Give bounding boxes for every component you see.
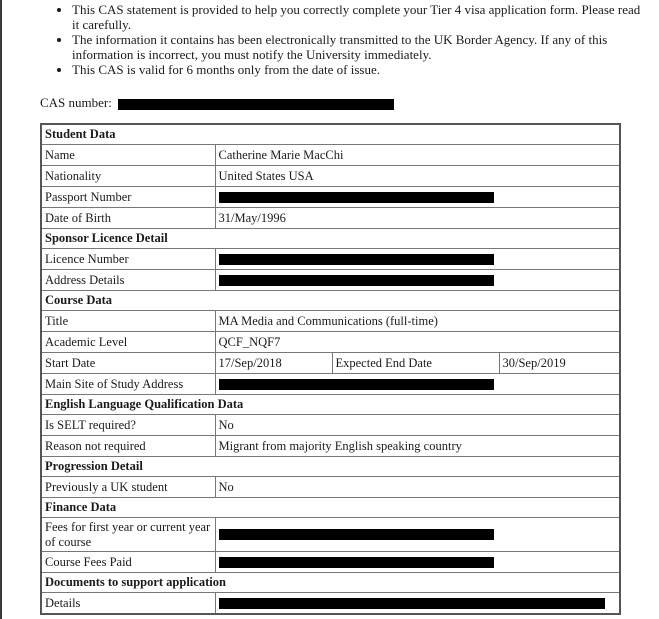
- redacted-field: [215, 187, 620, 208]
- section-finance: [41, 498, 620, 518]
- field-value: Migrant from majority English speaking country: [215, 436, 620, 457]
- field-label: Main Site of Study Address: [41, 374, 215, 395]
- cas-number-label: CAS number:: [40, 95, 112, 110]
- section-documents: [41, 573, 620, 593]
- redacted-field: [215, 518, 620, 552]
- table-row: [41, 518, 620, 552]
- section-heading: Sponsor Licence Detail: [41, 229, 620, 249]
- note-item: • The information it contains has been electronically transmitted to the UK Border Agency. If any of this information is incorrect, you must notify the University immediately.: [72, 32, 647, 62]
- redacted-field: [215, 552, 620, 573]
- section-heading: Finance Data: [41, 498, 620, 518]
- table-row: [41, 311, 620, 332]
- table-row: [41, 374, 620, 395]
- field-label: Name: [41, 145, 215, 166]
- field-label: Academic Level: [41, 332, 215, 353]
- field-label: Date of Birth: [41, 208, 215, 229]
- section-heading: Student Data: [41, 124, 620, 145]
- redacted-field: [215, 374, 620, 395]
- section-sponsor: [41, 229, 620, 249]
- note-item: • This CAS is valid for 6 months only from the date of issue.: [72, 62, 647, 77]
- section-english: [41, 395, 620, 415]
- field-value: No: [215, 477, 620, 498]
- table-row: [41, 166, 620, 187]
- field-label: Is SELT required?: [41, 415, 215, 436]
- redacted-field: [215, 270, 620, 291]
- table-row: [41, 436, 620, 457]
- end-date-label: Expected End Date: [332, 353, 499, 374]
- field-label: Previously a UK student: [41, 477, 215, 498]
- section-student: [41, 124, 620, 145]
- field-value: No: [215, 415, 620, 436]
- table-row: [41, 270, 620, 291]
- section-course: [41, 291, 620, 311]
- redacted-field: [215, 593, 620, 615]
- field-label: Reason not required: [41, 436, 215, 457]
- field-label: Title: [41, 311, 215, 332]
- end-date-value: 30/Sep/2019: [499, 353, 620, 374]
- field-label: Details: [41, 593, 215, 615]
- note-item: • This CAS statement is provided to help you correctly complete your Tier 4 visa application form. Please read it carefully.: [72, 2, 647, 32]
- field-value: 31/May/1996: [215, 208, 620, 229]
- table-row: [41, 249, 620, 270]
- section-heading: Course Data: [41, 291, 620, 311]
- cas-number-line: [40, 95, 394, 110]
- field-label: Licence Number: [41, 249, 215, 270]
- table-row: [41, 552, 620, 573]
- page-edge: [0, 0, 2, 619]
- field-value: MA Media and Communications (full-time): [215, 311, 620, 332]
- field-label: Passport Number: [41, 187, 215, 208]
- field-label: Course Fees Paid: [41, 552, 215, 573]
- field-value: QCF_NQF7: [215, 332, 620, 353]
- field-label: Fees for first year or current year of course: [41, 518, 215, 552]
- table-row: [41, 332, 620, 353]
- redacted-field: [215, 249, 620, 270]
- field-label: Address Details: [41, 270, 215, 291]
- table-row: [41, 477, 620, 498]
- cas-data-table: [40, 123, 621, 615]
- table-row: [41, 208, 620, 229]
- table-row: [41, 187, 620, 208]
- table-row: [41, 145, 620, 166]
- redacted-cas-number: [118, 99, 394, 110]
- section-heading: Progression Detail: [41, 457, 620, 477]
- field-label: Start Date: [41, 353, 215, 374]
- field-value: United States USA: [215, 166, 620, 187]
- table-row: [41, 593, 620, 615]
- table-row: [41, 415, 620, 436]
- table-row: [41, 353, 620, 374]
- section-progression: [41, 457, 620, 477]
- section-heading: English Language Qualification Data: [41, 395, 620, 415]
- start-date-value: 17/Sep/2018: [215, 353, 332, 374]
- field-label: Nationality: [41, 166, 215, 187]
- field-value: Catherine Marie MacChi: [215, 145, 620, 166]
- section-heading: Documents to support application: [41, 573, 620, 593]
- notes-list: [46, 2, 647, 77]
